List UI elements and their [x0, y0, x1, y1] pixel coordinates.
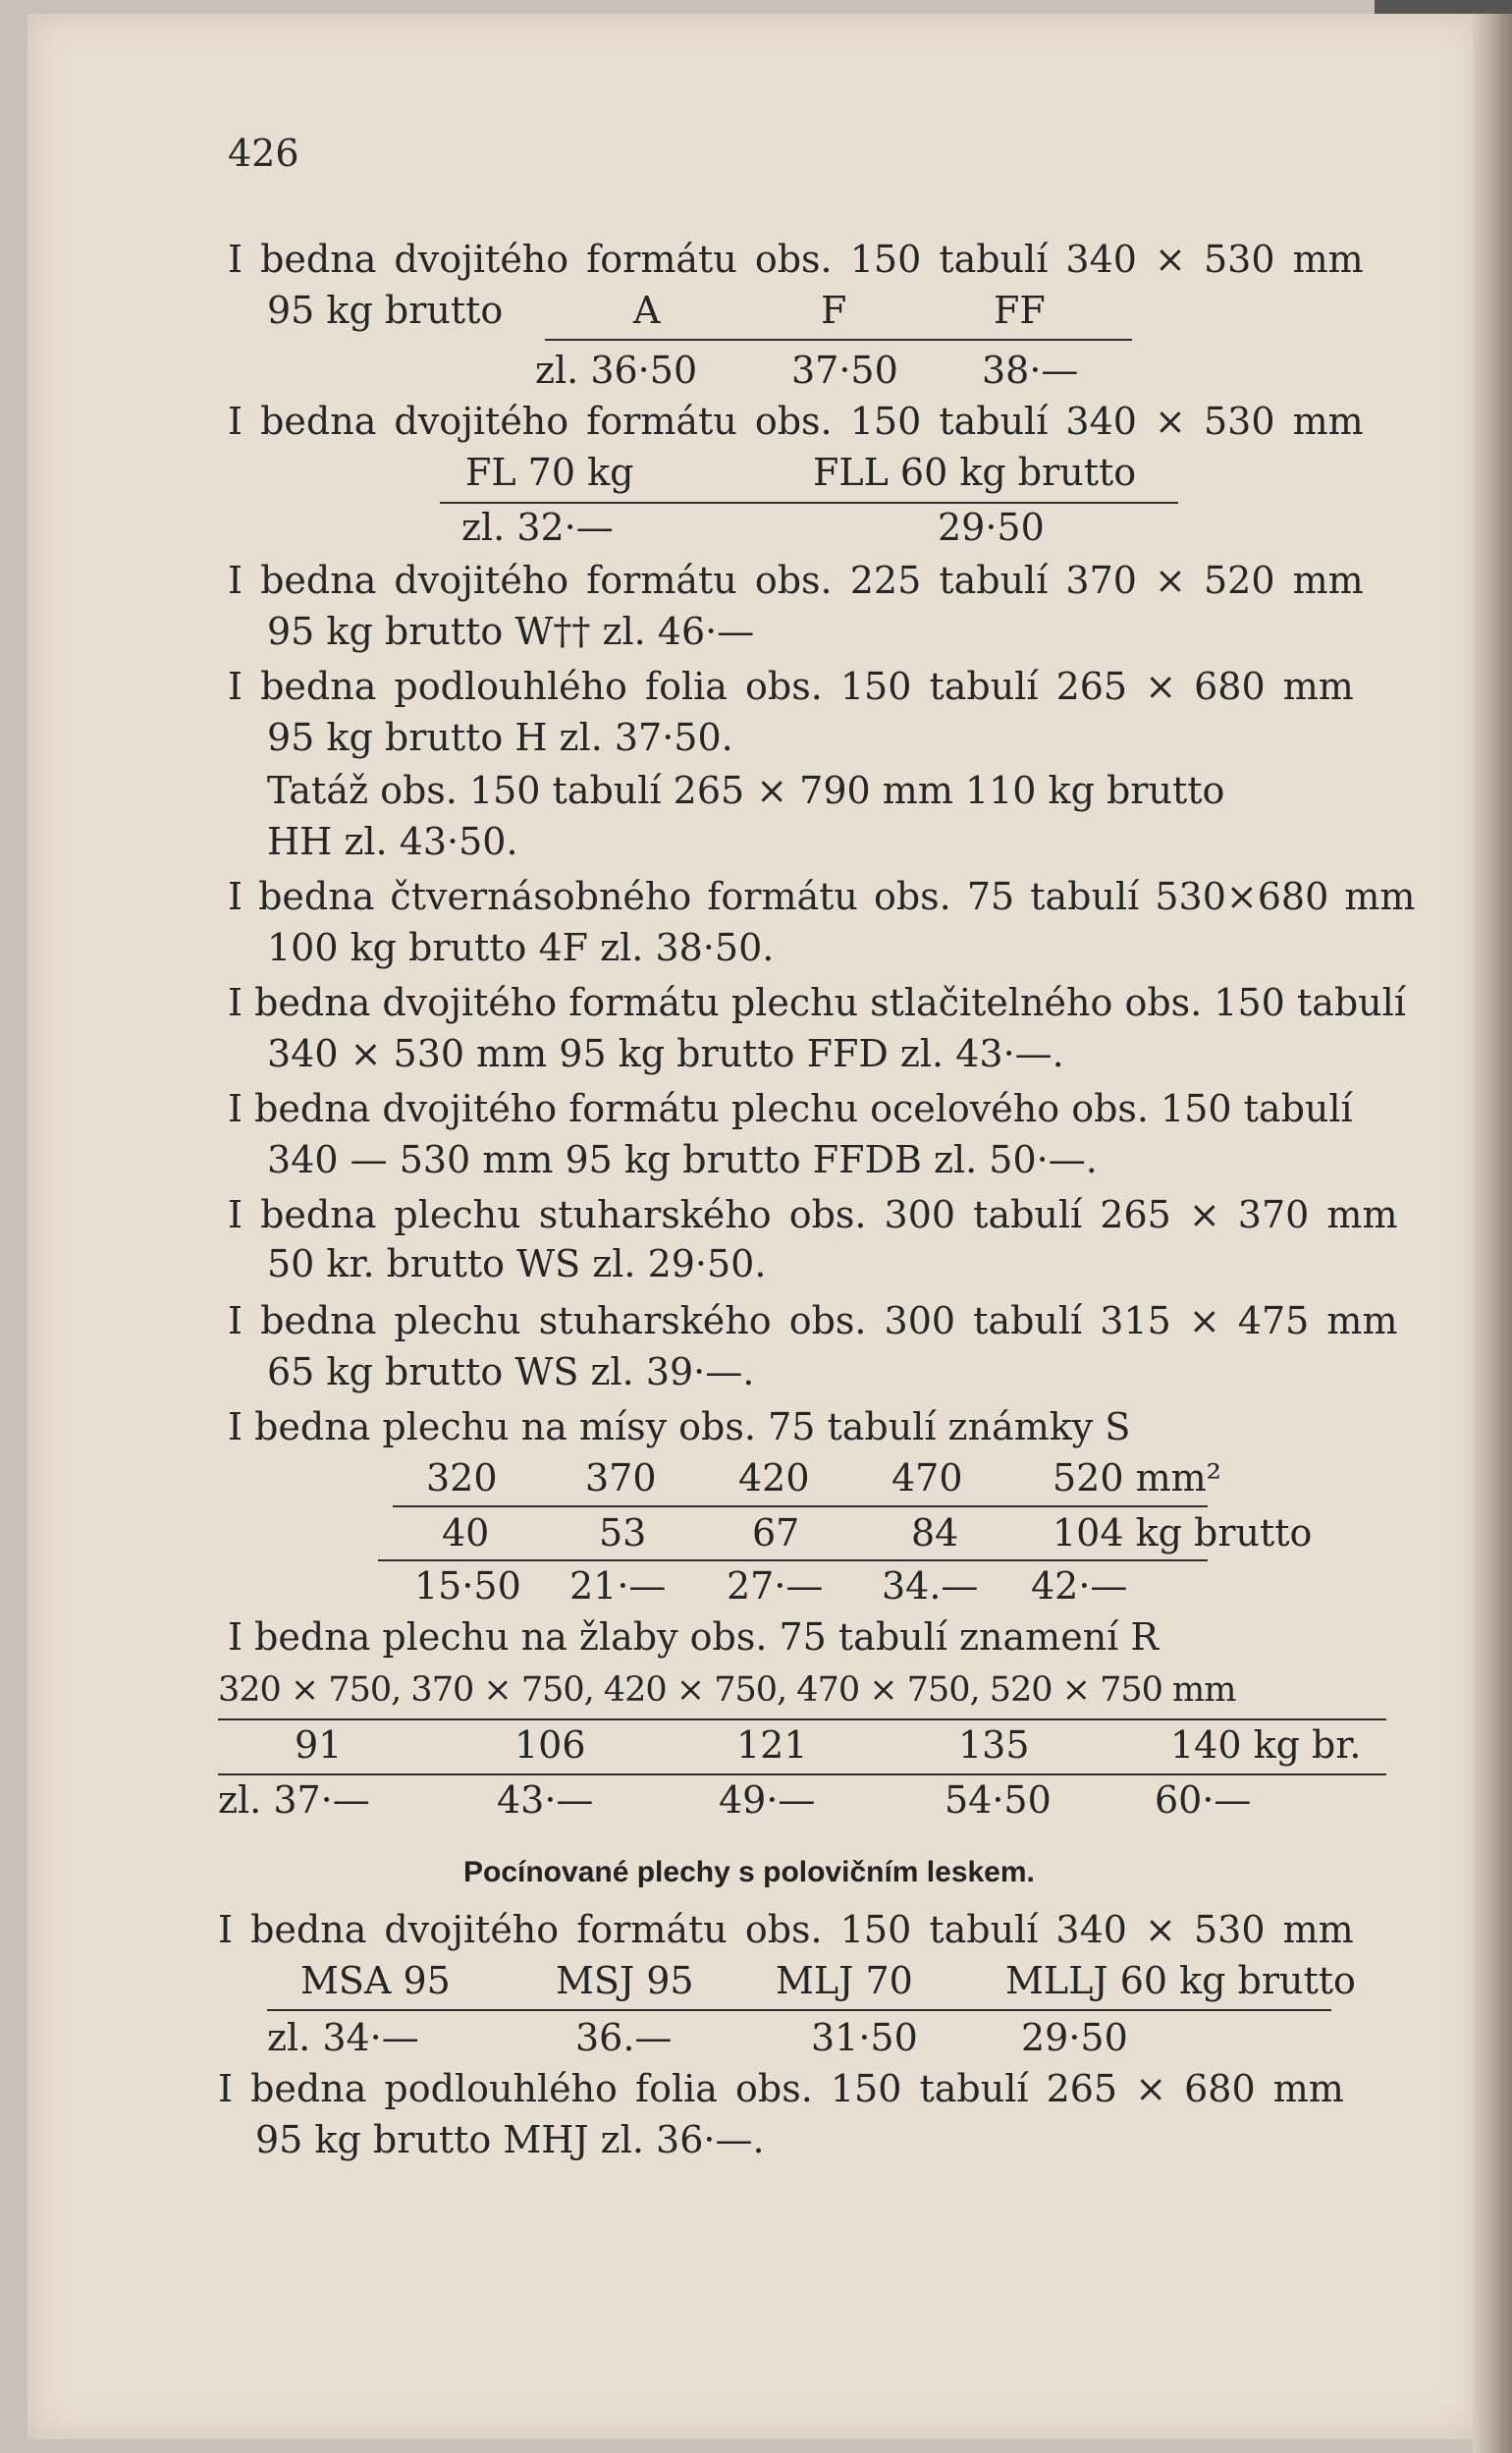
price-cell: 38·— — [982, 349, 1079, 392]
entry-line: I bedna plechu stuharského obs. 300 tabulí 265 × 370 mm — [228, 1193, 1398, 1236]
price-cell: 15·50 — [414, 1564, 521, 1608]
weight-cell: 67 — [752, 1511, 800, 1554]
weight-cell: 140 kg br. — [1170, 1723, 1362, 1767]
entry-line: 95 kg brutto W†† zl. 46·— — [267, 610, 755, 653]
rule — [267, 2009, 1331, 2011]
entry-line: I bedna dvojitého formátu obs. 150 tabulí 340 × 530 mm — [218, 1908, 1354, 1951]
entry-line: HH zl. 43·50. — [267, 820, 518, 863]
size-cell: 370 — [585, 1456, 657, 1499]
entry-line: I bedna dvojitého formátu obs. 150 tabulí 340 × 530 mm — [228, 400, 1364, 443]
price-cell: 43·— — [497, 1778, 594, 1822]
rule — [545, 339, 1132, 341]
price-cell: 54·50 — [945, 1778, 1052, 1822]
entry-line: I bedna plechu na žlaby obs. 75 tabulí znamení R — [228, 1615, 1160, 1659]
price-cell: zl. 34·— — [267, 2016, 419, 2059]
price-cell: zl. 36·50 — [535, 349, 698, 392]
size-cell: 520 mm² — [1053, 1456, 1221, 1499]
entry-line: I bedna plechu na mísy obs. 75 tabulí známky S — [228, 1405, 1131, 1448]
price-cell: 34.— — [882, 1564, 979, 1608]
grade-label: MSJ 95 — [556, 1959, 694, 2002]
entry-line: I bedna plechu stuharského obs. 300 tabulí 315 × 475 mm — [228, 1299, 1398, 1342]
weight-cell: 106 — [514, 1723, 586, 1767]
size-cell: 470 — [891, 1456, 963, 1499]
entry-line: 50 kr. brutto WS zl. 29·50. — [267, 1242, 767, 1285]
section-heading: Pocínované plechy s polovičním leskem. — [463, 1856, 1035, 1888]
size-cell: 420 — [738, 1456, 810, 1499]
page-number: 426 — [228, 132, 299, 175]
price-cell: zl. 32·— — [461, 506, 614, 549]
entry-line: 340 × 530 mm 95 kg brutto FFD zl. 43·—. — [267, 1032, 1064, 1075]
weight-cell: 40 — [442, 1511, 490, 1554]
price-cell: 29·50 — [1021, 2016, 1128, 2059]
price-cell: 21·— — [569, 1564, 667, 1608]
grade-label: MSA 95 — [300, 1959, 451, 2002]
entry-line: 65 kg brutto WS zl. 39·—. — [267, 1350, 755, 1393]
price-cell: 29·50 — [938, 506, 1045, 549]
grade-label: FL 70 kg — [465, 451, 634, 494]
weight-cell: 91 — [295, 1723, 343, 1767]
entry-line: I bedna dvojitého formátu plechu stlačitelného obs. 150 tabulí — [228, 981, 1406, 1024]
price-cell: 60·— — [1155, 1778, 1252, 1822]
entry-line: I bedna podlouhlého folia obs. 150 tabulí 265 × 680 mm — [218, 2067, 1344, 2110]
weight-cell: 53 — [599, 1511, 647, 1554]
grade-label: MLLJ 60 kg brutto — [1005, 1959, 1356, 2002]
entry-line: 95 kg brutto — [267, 289, 504, 332]
rule — [378, 1559, 1208, 1561]
page-edge — [1473, 0, 1512, 2453]
entry-line: Tatáž obs. 150 tabulí 265 × 790 mm 110 kg brutto — [267, 769, 1225, 812]
weight-cell: 135 — [958, 1723, 1030, 1767]
rule — [218, 1773, 1386, 1775]
price-cell: 37·50 — [791, 349, 898, 392]
rule — [440, 502, 1178, 504]
price-cell: 36.— — [575, 2016, 673, 2059]
size-cell: 320 — [426, 1456, 498, 1499]
entry-line: I bedna dvojitého formátu plechu ocelového obs. 150 tabulí — [228, 1087, 1353, 1130]
weight-cell: 121 — [736, 1723, 808, 1767]
entry-line: I bedna podlouhlého folia obs. 150 tabulí 265 × 680 mm — [228, 665, 1354, 708]
grade-label: MLJ 70 — [776, 1959, 913, 2002]
entry-line: 100 kg brutto 4F zl. 38·50. — [267, 926, 775, 969]
grade-label: F — [821, 289, 847, 332]
grade-label: A — [633, 289, 661, 332]
rule — [218, 1718, 1386, 1720]
entry-line: 95 kg brutto MHJ zl. 36·—. — [255, 2118, 765, 2161]
rule — [393, 1505, 1208, 1507]
price-cell: 49·— — [719, 1778, 816, 1822]
entry-line: I bedna dvojitého formátu obs. 150 tabulí 340 × 530 mm — [228, 238, 1364, 281]
weight-cell: 84 — [911, 1511, 959, 1554]
price-cell: 27·— — [727, 1564, 824, 1608]
size-list: 320 × 750, 370 × 750, 420 × 750, 470 × 750, 520 × 750 mm — [218, 1670, 1236, 1710]
entry-line: 340 — 530 mm 95 kg brutto FFDB zl. 50·—. — [267, 1138, 1098, 1181]
weight-cell: 104 kg brutto — [1053, 1511, 1313, 1554]
grade-label: FF — [994, 289, 1046, 332]
entry-line: I bedna dvojitého formátu obs. 225 tabulí 370 × 520 mm — [228, 559, 1364, 602]
price-cell: zl. 37·— — [218, 1778, 370, 1822]
entry-line: 95 kg brutto H zl. 37·50. — [267, 716, 733, 759]
scan-corner — [1375, 0, 1512, 14]
price-cell: 42·— — [1031, 1564, 1128, 1608]
grade-label: FLL 60 kg brutto — [813, 451, 1137, 494]
price-cell: 31·50 — [811, 2016, 918, 2059]
entry-line: I bedna čtvernásobného formátu obs. 75 tabulí 530×680 mm — [228, 875, 1416, 918]
